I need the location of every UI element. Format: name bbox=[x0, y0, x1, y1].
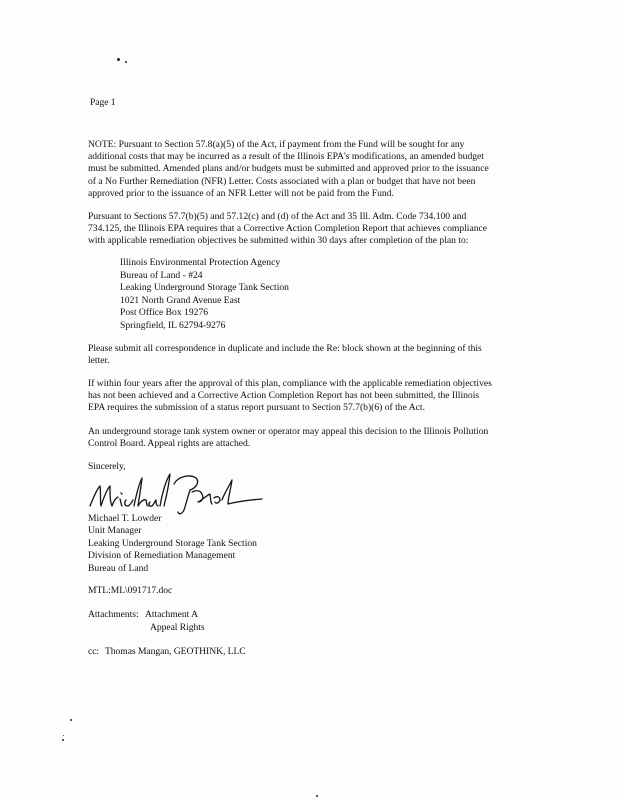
four-years-line: If within four years after the approval of this plan, compliance with the applicable remediation objectives bbox=[88, 378, 492, 389]
four-years-line: EPA requires the submission of a status report pursuant to Section 57.7(b)(6) of the Act. bbox=[88, 402, 425, 414]
attachments-label: Attachments: bbox=[88, 609, 139, 620]
page-label: Page 1 bbox=[90, 97, 116, 108]
attachment-item: Attachment A bbox=[145, 609, 198, 620]
signer-section: Leaking Underground Storage Tank Section bbox=[88, 537, 257, 549]
note-line: additional costs that may be incurred as a result of the Illinois EPA's modifications, an amended budget bbox=[88, 151, 484, 163]
address-line: Bureau of Land - #24 bbox=[120, 269, 203, 281]
scan-speck bbox=[63, 735, 64, 736]
signer-division: Division of Remediation Management bbox=[88, 550, 236, 562]
scan-speck bbox=[316, 795, 318, 797]
attachment-item: Appeal Rights bbox=[150, 622, 205, 633]
correspondence-line: Please submit all correspondence in duplicate and include the Re: block shown at the beginning of this bbox=[88, 343, 482, 354]
appeal-line: An underground storage tank system owner or operator may appeal this decision to the Illinois Pollution bbox=[88, 426, 489, 437]
pursuant-line: Pursuant to Sections 57.7(b)(5) and 57.12(c) and (d) of the Act and 35 Ill. Adm. Code 734.100 and bbox=[88, 211, 467, 222]
note-line: of a No Further Remediation (NFR) Letter. Costs associated with a plan or budget that have not been bbox=[88, 175, 476, 187]
scan-speck bbox=[62, 739, 64, 741]
address-line: Leaking Underground Storage Tank Section bbox=[120, 282, 289, 294]
correspondence-paragraph bbox=[88, 343, 528, 367]
appeal-line: Control Board. Appeal rights are attached. bbox=[88, 438, 251, 450]
note-line: must be submitted. Amended plans and/or budgets must be submitted and approved prior to the issuance bbox=[88, 163, 489, 175]
four-years-paragraph bbox=[88, 378, 528, 415]
address-line: Springfield, IL 62794-9276 bbox=[120, 319, 226, 331]
appeal-paragraph bbox=[88, 426, 528, 450]
note-line: NOTE: Pursuant to Section 57.8(a)(5) of the Act, if payment from the Fund will be sought for any bbox=[88, 139, 465, 150]
four-years-line: has not been achieved and a Corrective Action Completion Report has not been submitted, the Illinois bbox=[88, 390, 480, 402]
address-line: Post Office Box 19276 bbox=[120, 307, 209, 319]
pursuant-paragraph bbox=[88, 211, 528, 248]
correspondence-line: letter. bbox=[88, 355, 110, 367]
note-paragraph bbox=[88, 139, 528, 200]
address-block bbox=[120, 257, 420, 333]
signer-bureau: Bureau of Land bbox=[88, 562, 149, 574]
scan-speck bbox=[125, 61, 127, 63]
note-line: approved prior to the issuance of an NFR Letter will not be paid from the Fund. bbox=[88, 187, 394, 199]
address-line: 1021 North Grand Avenue East bbox=[120, 294, 241, 306]
pursuant-line: with applicable remediation objectives be submitted within 30 days after completion of the plan to: bbox=[88, 235, 469, 247]
signer-title: Unit Manager bbox=[88, 525, 142, 537]
handwritten-signature bbox=[86, 466, 266, 518]
scan-speck bbox=[117, 58, 120, 61]
signer-name: Michael T. Lowder bbox=[88, 513, 162, 524]
file-reference: MTL:ML\091717.doc bbox=[88, 585, 173, 596]
scan-speck bbox=[70, 719, 72, 721]
cc-label: cc: bbox=[88, 646, 100, 657]
closing-text: Sincerely, bbox=[88, 461, 126, 472]
cc-recipient: Thomas Mangan, GEOTHINK, LLC bbox=[105, 646, 246, 657]
signer-block bbox=[88, 513, 388, 575]
pursuant-line: 734.125, the Illinois EPA requires that a Corrective Action Completion Report that achieves compliance bbox=[88, 223, 488, 235]
address-line: Illinois Environmental Protection Agency bbox=[120, 257, 281, 268]
